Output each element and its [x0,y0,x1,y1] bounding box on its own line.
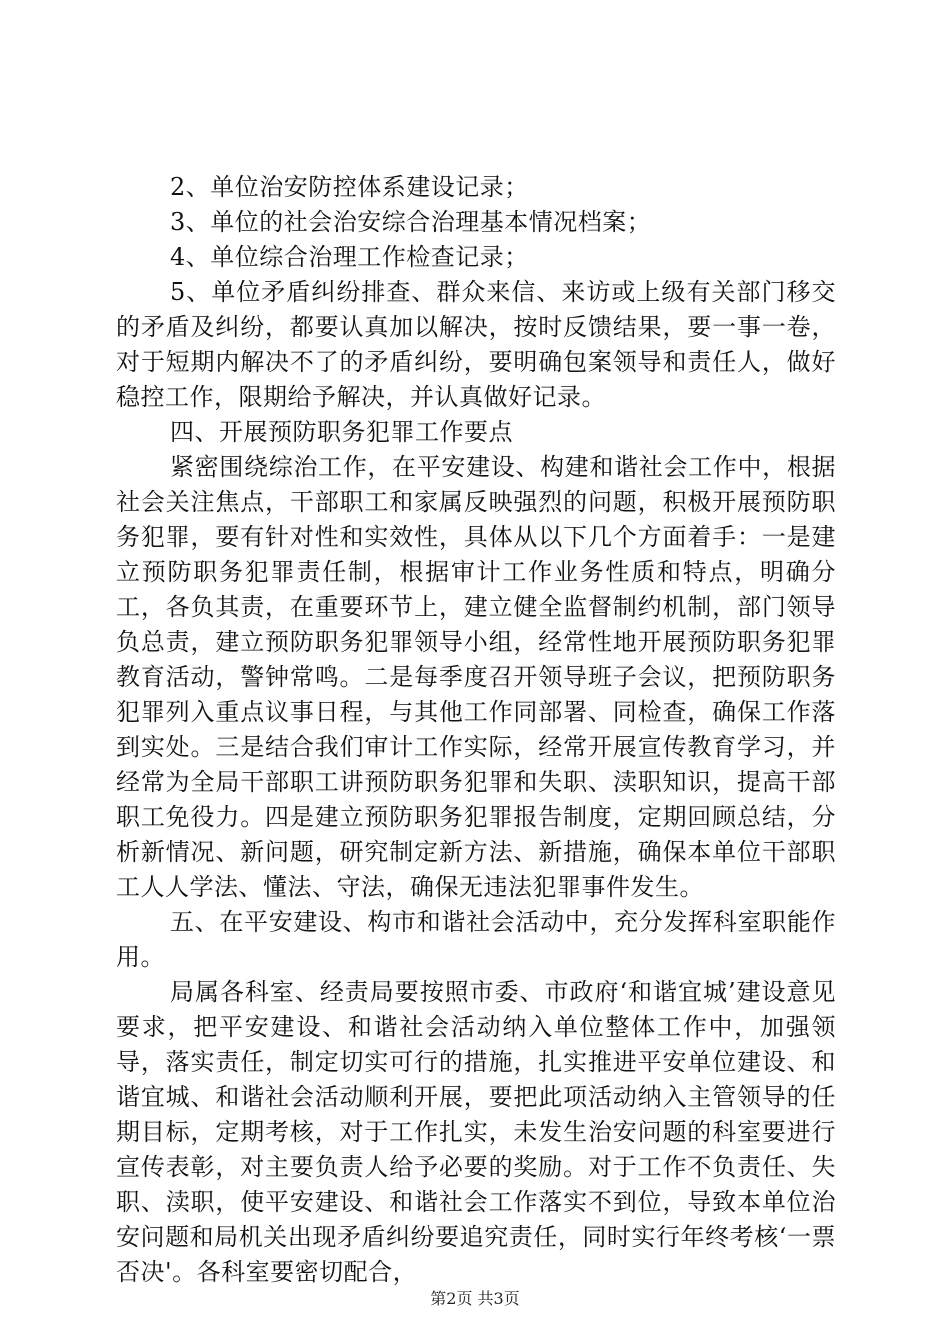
section-heading-4: 四、开展预防职务犯罪工作要点 [170,418,513,446]
list-item-5: 5、单位矛盾纠纷排查、群众来信、来访或上级有关部门移交的矛盾及纠纷，都要认真加以解决，按时反馈结果，要一事一卷，对于短期内解决不了的矛盾纠纷，要明确包案领导和责任人，做好稳控工作，限期给予解决，并认真做好记录。 [116,278,836,411]
paragraph-prevention: 紧密围绕综治工作，在平安建设、构建和谐社会工作中，根据社会关注焦点，干部职工和家属反映强烈的问题，积极开展预防职务犯罪，要有针对性和实效性，具体从以下几个方面着手：一是建立预防职务犯罪责任制，根据审计工作业务性质和特点，明确分工，各负其责，在重要环节上，建立健全监督制约机制，部门领导负总责，建立预防职务犯罪领导小组，经常性地开展预防职务犯罪教育活动，警钟常鸣。二是每季度召开领导班子会议，把预防职务犯罪列入重点议事日程，与其他工作同部署、同检查，确保工作落到实处。三是结合我们审计工作实际，经常开展宣传教育学习，并经常为全局干部职工讲预防职务犯罪和失职、渎职知识，提高干部职工免役力。四是建立预防职务犯罪报告制度，定期回顾总结，分析新情况、新问题，研究制定新方法、新措施，确保本单位干部职工人人学法、懂法、守法，确保无违法犯罪事件发生。 [116,453,836,901]
page-footer: 第2页 共3页 [430,1289,520,1308]
document-body [116,170,836,1290]
list-item-2: 2、单位治安防控体系建设记录； [170,173,529,201]
section-heading-5: 五、在平安建设、构市和谐社会活动中，充分发挥科室职能作用。 [116,908,836,971]
paragraph-departments: 局属各科室、经责局要按照市委、市政府‘和谐宜城’建设意见要求，把平安建设、和谐社会活动纳入单位整体工作中，加强领导，落实责任，制定切实可行的措施，扎实推进平安单位建设、和谐宜城、和谐社会活动顺利开展，要把此项活动纳入主管领导的任期目标，定期考核，对于工作扎实，未发生治安问题的科室要进行宣传表彰，对主要负责人给予必要的奖励。对于工作不负责任、失职、渎职，使平安建设、和谐社会工作落实不到位，导致本单位治安问题和局机关出现矛盾纠纷要追究责任，同时实行年终考核‘一票否决'。各科室要密切配合， [116,978,836,1286]
list-item-3: 3、单位的社会治安综合治理基本情况档案； [170,208,652,236]
list-item-4: 4、单位综合治理工作检查记录； [170,243,529,271]
